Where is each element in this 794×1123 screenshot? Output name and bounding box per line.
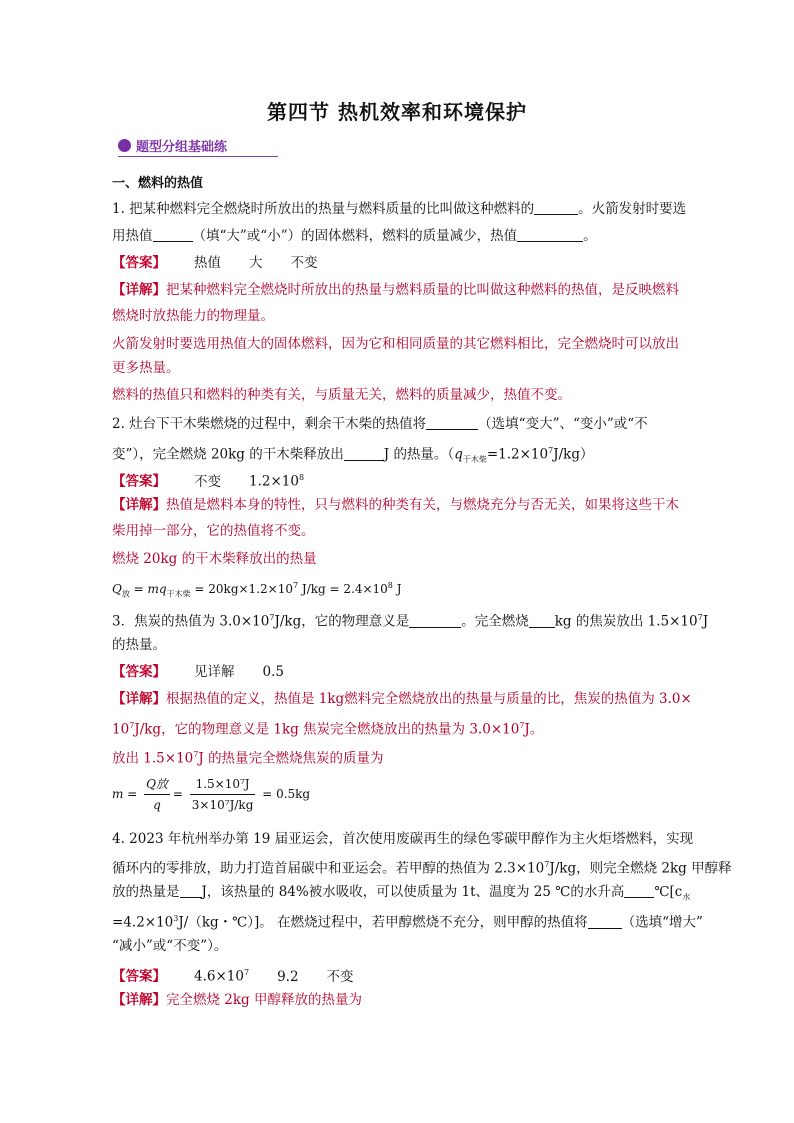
- q1-text-2a: 用热值: [112, 228, 153, 244]
- q3-answer: [112, 662, 702, 682]
- answer-value: 大: [249, 255, 263, 271]
- detail-label: 【详解】: [112, 691, 166, 707]
- formula-sub2: 干木柴: [166, 589, 191, 599]
- detail-text: 把某种燃料完全燃烧时所放出的热量与燃料质量的比叫做这种燃料的热值，是反映燃料: [166, 282, 679, 298]
- q3-line1: [112, 608, 709, 632]
- q3-d3-a: 放出 1.5×10: [112, 750, 194, 767]
- q1-detail-1: [112, 280, 702, 300]
- q3-d3-exp: 7: [193, 750, 199, 759]
- answer-value-base: 1.2×10: [249, 473, 299, 490]
- q4-line3: [112, 882, 702, 908]
- q3-d2-a: 10: [112, 721, 130, 738]
- q2-detail-3: 燃烧 20kg 的干木柴释放出的热量: [112, 551, 317, 567]
- q1-detail-5: 燃料的热值只和燃料的种类有关，与质量无关，燃料的质量减少，热值不变。: [112, 387, 571, 403]
- formula-mq: = mq: [129, 582, 167, 596]
- q3-text-1a: 3．焦炭的热值为 3.0×10: [112, 613, 270, 630]
- q4-text-4d: （选填“增大”: [621, 914, 703, 931]
- q3-blank-1: [409, 613, 461, 628]
- q1-detail-4: 更多热量。: [112, 360, 180, 376]
- bullet-dot-icon: [118, 139, 131, 152]
- answer-value: 不变: [290, 255, 318, 271]
- formula-sub: 放: [121, 589, 130, 599]
- detail-text: 热值是燃料本身的特性，只与燃料的种类有关，与燃烧充分与否无关，如果将这些干木: [166, 497, 679, 513]
- q3-text-1c: J/kg，它的物理意义是: [274, 613, 410, 630]
- subhead-fuel-heat-value: 一、燃料的热值: [112, 176, 204, 191]
- q4-text-3c: ℃[c: [654, 884, 683, 900]
- q3-d3-c: J 的热量完全燃烧焦炭的质量为: [198, 750, 384, 767]
- q3-line2: 的热量。: [112, 637, 166, 653]
- answer-value: 见详解: [194, 664, 235, 680]
- q2-blank-2: [344, 446, 384, 461]
- q2-text-2g: J/kg）: [553, 446, 594, 463]
- q3-exp1: 7: [269, 613, 275, 622]
- q1-text-1: 1. 把某种燃料完全燃烧时所放出的热量与燃料质量的比叫做这种燃料的: [112, 201, 535, 217]
- q4-text-2c: J/kg，则完全燃烧 2kg 甲醇释: [549, 860, 732, 877]
- q4-answer: [112, 963, 702, 987]
- q4-detail-1: [112, 990, 702, 1010]
- q3-d2-c: J/kg，它的物理意义是 1kg 焦炭完全燃烧放出的热量为 3.0×10: [134, 721, 520, 738]
- q2-text-2a: 变”），完全燃烧 20kg 的干木柴释放出: [112, 446, 344, 463]
- formula-exp2: 8: [387, 581, 393, 590]
- q1-text-1-end: 。火箭发射时要选: [578, 201, 687, 217]
- q3-detail-2: [112, 716, 702, 740]
- answer-value-exp: 8: [298, 473, 305, 482]
- q3-text-1g: J: [702, 613, 709, 630]
- answer-value: 9.2: [277, 968, 299, 985]
- q1-answer: [112, 253, 702, 273]
- q4-blank-3: [588, 914, 622, 929]
- page-title: 第四节 热机效率和环境保护: [267, 100, 527, 124]
- q4-text-2a: 循环内的零排放，助力打造首届碳中和亚运会。若甲醇的热值为 2.3×10: [112, 860, 545, 877]
- q3-d2-exp: 7: [129, 721, 135, 730]
- formula-end: J: [392, 582, 402, 596]
- q4-text-3b: J，该热量的 84%被水吸收，可以使质量为 1t、温度为 25 ℃的水升高: [201, 884, 625, 900]
- q3-text-1d: 。完全燃烧: [461, 613, 529, 630]
- detail-label: 【详解】: [112, 282, 166, 298]
- q1-text-2b: （填“大”或“小”）的固体燃料，燃料的质量减少，热值: [192, 228, 518, 244]
- q1-line1: [112, 199, 702, 219]
- q2-text-2e: =1.2×10: [486, 446, 549, 463]
- q1-detail-2: 燃烧时放热能力的物理量。: [112, 308, 274, 324]
- section-badge: [118, 136, 278, 157]
- q2-q-symbol: q: [454, 446, 463, 463]
- q2-detail-1: [112, 495, 702, 515]
- formula-mid: = 20kg×1.2×10: [190, 582, 293, 596]
- q1-blank-2: [153, 227, 193, 242]
- q2-formula: [112, 576, 702, 604]
- formula-mid2: J/kg = 2.4×10: [298, 582, 388, 596]
- section-badge-label: 题型分组基础练: [136, 140, 228, 155]
- q3-text-1e: kg 的焦炭放出 1.5×10: [554, 613, 698, 630]
- q2-text-1b: （选填“变大”、“变小”或“不: [478, 416, 648, 432]
- q4-blank-1: [180, 883, 202, 898]
- q1-blank-3: [517, 227, 583, 242]
- q4-blank-2: [624, 883, 654, 898]
- fraction-denominator: q: [153, 798, 161, 812]
- q2-line1: [112, 414, 702, 434]
- q3-detail-1: [112, 689, 702, 709]
- q3-exp2: 7: [697, 613, 703, 622]
- q3-d2-e: J。: [524, 721, 544, 738]
- formula-exp1: 7: [292, 581, 299, 590]
- q1-detail-3: 火箭发射时要选用热值大的固体燃料，因为它和相同质量的其它燃料相比，完全燃烧时可以放出: [112, 336, 679, 352]
- q2-answer: [112, 468, 702, 492]
- q3-detail-3: [112, 745, 702, 769]
- answer-label: 【答案】: [112, 255, 166, 271]
- fraction-numerator: 1.5×10⁷J: [190, 774, 256, 795]
- formula-m: m =: [112, 787, 138, 801]
- formula-fraction-2: [190, 774, 256, 815]
- q2-text-2b: J 的热量。（: [383, 446, 455, 463]
- q4-line5: “减小”或“不变”）。: [112, 938, 228, 954]
- answer-value: 热值: [194, 255, 221, 271]
- detail-text: 完全燃烧 2kg 甲醇释放的热量为: [166, 992, 362, 1008]
- q4-sub: 水: [682, 892, 691, 902]
- q3-formula: m = $\frac{\text{Q放}}{q}$ = $\frac{\text{1.5×10⁷J}}{\text{3×10⁷J/kg}}$ = 0.5kg: [112, 774, 702, 814]
- q4-line1: 4. 2023 年杭州举办第 19 届亚运会，首次使用废碳再生的绿色零碳甲醇作为主火炬塔燃料，实现: [112, 831, 694, 847]
- q2-blank-1: [426, 415, 478, 430]
- q2-text-1a: 2. 灶台下干木柴燃烧的过程中，剩余干木柴的热值将: [112, 416, 427, 432]
- answer-value: [249, 468, 304, 492]
- answer-label: 【答案】: [112, 473, 166, 490]
- q1-text-2c: 。: [583, 228, 597, 244]
- answer-value: 不变: [326, 968, 354, 985]
- answer-label: 【答案】: [112, 664, 166, 680]
- formula-fraction-1: [144, 774, 170, 815]
- answer-value-exp: 7: [243, 968, 250, 977]
- fraction-numerator: Q放: [144, 774, 170, 795]
- q1-line2: [112, 226, 702, 246]
- detail-text: 根据热值的定义，热值是 1kg燃料完全燃烧放出的热量与质量的比，焦炭的热值为 3.0×: [166, 691, 692, 707]
- formula-q: Q: [112, 582, 122, 596]
- answer-value: [194, 963, 249, 987]
- q4-text-4c: J/（kg・℃）]。 在燃烧过程中，若甲醇燃烧不充分，则甲醇的热值将: [178, 914, 588, 931]
- q4-text-4a: =4.2×10: [112, 914, 174, 931]
- q2-exp: 7: [548, 446, 554, 455]
- q3-d2-exp2: 7: [519, 721, 525, 730]
- detail-label: 【详解】: [112, 992, 166, 1008]
- q4-text-3a: 放的热量是: [112, 884, 180, 900]
- formula-result: = 0.5kg: [262, 787, 311, 801]
- answer-value: 0.5: [262, 664, 284, 680]
- q4-line2: [112, 855, 732, 879]
- q2-line2: [112, 441, 702, 470]
- answer-value: 不变: [194, 473, 221, 490]
- q2-detail-2: 柴用掉一部分，它的热值将不变。: [112, 523, 315, 539]
- answer-value-base: 4.6×10: [194, 968, 244, 985]
- q1-blank-1: [534, 200, 578, 215]
- detail-label: 【详解】: [112, 497, 166, 513]
- q2-q-subscript: 干木柴: [462, 455, 487, 465]
- q4-exp: 7: [544, 860, 550, 869]
- q4-line4: [112, 909, 702, 933]
- q4-exp2: 3: [173, 914, 179, 923]
- q3-blank-2: [529, 613, 555, 628]
- fraction-denominator: 3×10⁷J/kg: [191, 798, 254, 812]
- answer-label: 【答案】: [112, 968, 166, 985]
